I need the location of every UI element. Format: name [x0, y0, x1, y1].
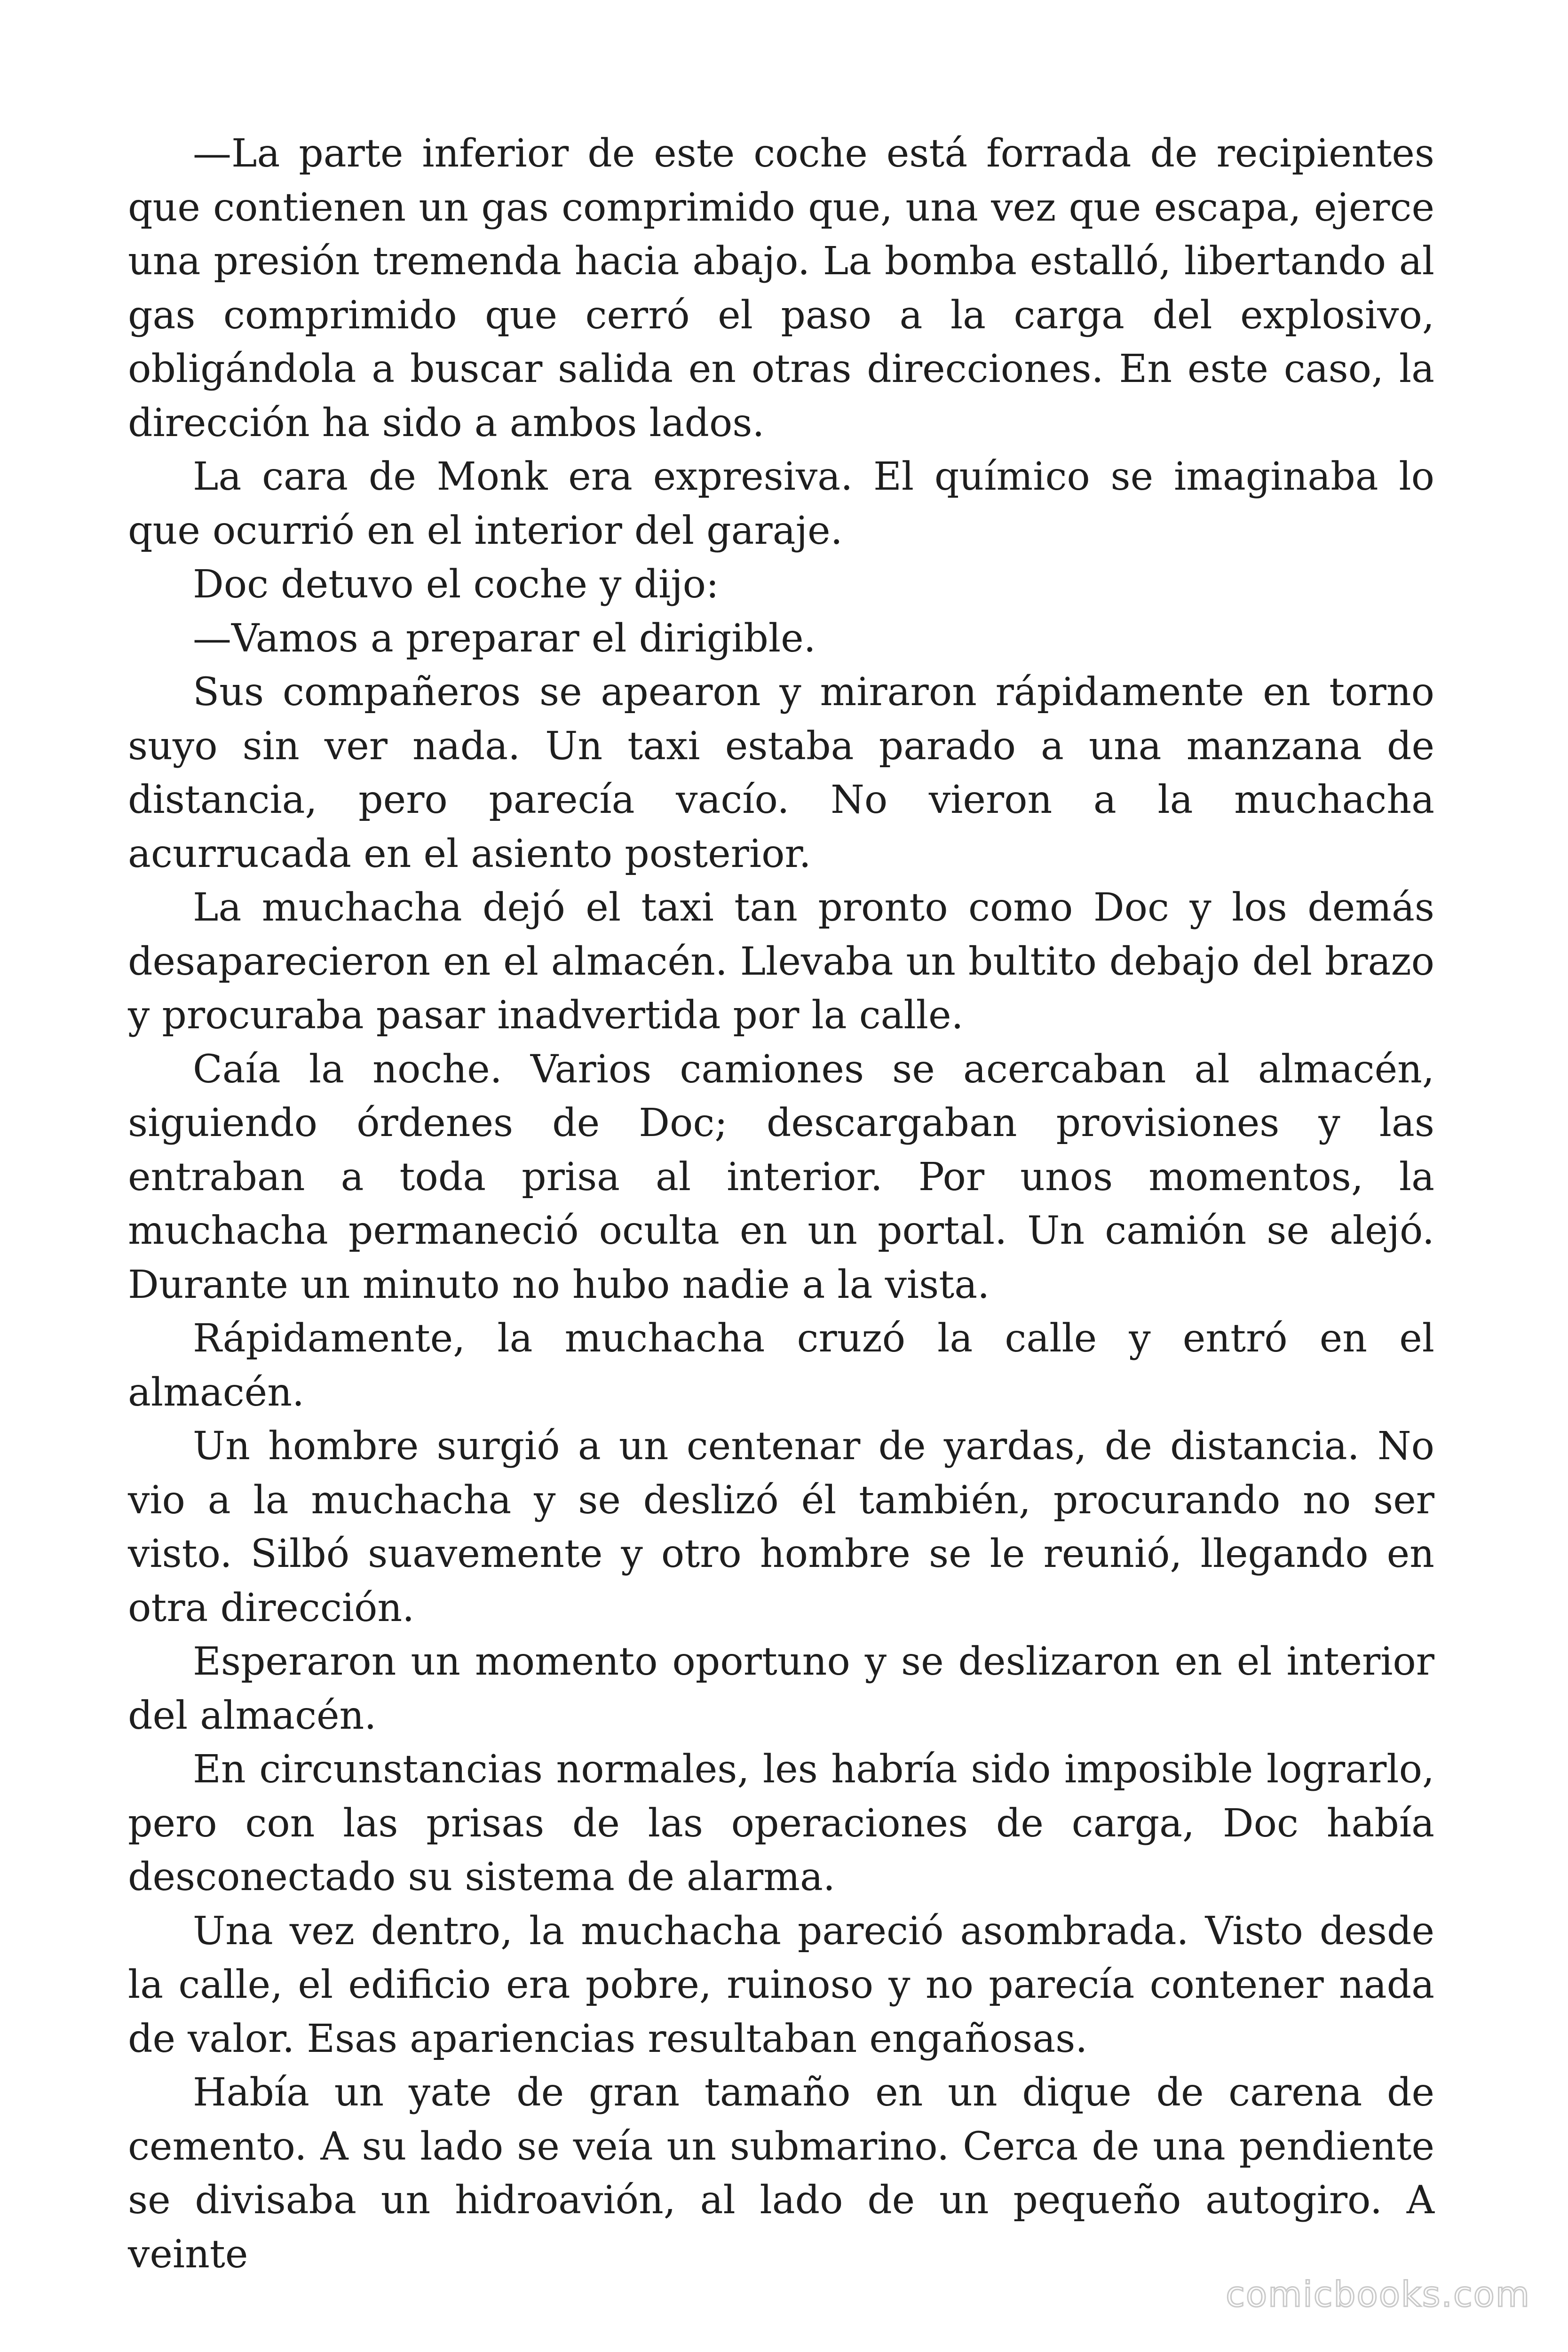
paragraph: Una vez dentro, la muchacha pareció asombrada. Visto desde la calle, el edificio era pobre, ruinoso y no parecía contener nada de valor. Esas apariencias resultaban engañosas. — [128, 1908, 1434, 2061]
watermark: comicbooks.com — [1226, 2274, 1530, 2315]
paragraph: Doc detuvo el coche y dijo: — [193, 562, 719, 607]
body-text — [128, 127, 1434, 2281]
paragraph: —La parte inferior de este coche está forrada de recipientes que contienen un gas comprimido que, una vez que escapa, ejerce una presión tremenda hacia abajo. La bomba estalló, libertando al gas comprimido que cerró el paso a la carga del explosivo, obligándola a buscar salida en otras direcciones. En este caso, la dirección ha sido a ambos lados. — [128, 131, 1434, 445]
paragraph: Había un yate de gran tamaño en un dique de carena de cemento. A su lado se veía un submarino. Cerca de una pendiente se divisaba un hidroavión, al lado de un pequeño autogiro. A veinte — [128, 2070, 1434, 2277]
paragraph: La muchacha dejó el taxi tan pronto como Doc y los demás desaparecieron en el almacén. Llevaba un bultito debajo del brazo y procuraba pasar inadvertida por la calle. — [128, 885, 1434, 1038]
paragraph: Un hombre surgió a un centenar de yardas, de distancia. No vio a la muchacha y se deslizó él también, procurando no ser visto. Silbó suavemente y otro hombre se le reunió, llegando en otra dirección. — [128, 1424, 1434, 1630]
paragraph: Esperaron un momento oportuno y se deslizaron en el interior del almacén. — [128, 1639, 1434, 1738]
paragraph: La cara de Monk era expresiva. El químico se imaginaba lo que ocurrió en el interior del garaje. — [128, 454, 1434, 553]
paragraph: En circunstancias normales, les habría sido imposible lograrlo, pero con las prisas de las operaciones de carga, Doc había desconectado su sistema de alarma. — [128, 1747, 1434, 1899]
paragraph: Rápidamente, la muchacha cruzó la calle y entró en el almacén. — [128, 1316, 1434, 1415]
paragraph: —Vamos a preparar el dirigible. — [193, 616, 816, 661]
paragraph: Caía la noche. Varios camiones se acercaban al almacén, siguiendo órdenes de Doc; descargaban provisiones y las entraban a toda prisa al interior. Por unos momentos, la muchacha permaneció oculta en un portal. Un camión se alejó. Durante un minuto no hubo nadie a la vista. — [128, 1047, 1434, 1307]
paragraph: Sus compañeros se apearon y miraron rápidamente en torno suyo sin ver nada. Un taxi estaba parado a una manzana de distancia, pero parecía vacío. No vieron a la muchacha acurrucada en el asiento posterior. — [128, 670, 1434, 876]
